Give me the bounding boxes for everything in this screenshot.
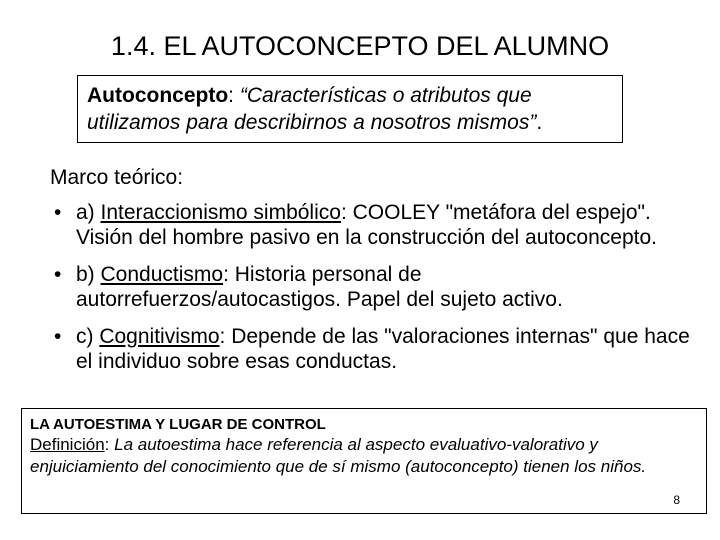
definition-box [77,75,623,143]
bullet-cognitivismo [50,324,690,374]
definicion-text: La autoestima hace referencia al aspecto evaluativo-valorativo y enjuiciamiento del conocimiento que de sí mismo (autoconcepto) tienen los niños. [30,435,647,476]
bullet-icon: • [54,201,62,224]
theory-bullet-list [50,200,690,374]
definition-quote: “Características o atributos que utilizamos para describirnos a nosotros mismos” [87,84,537,134]
bullet-interaccionismo [50,200,690,250]
bullet-prefix: c) [76,325,100,348]
definicion-label: Definición [30,435,105,454]
bullet-term: Conductismo [100,263,224,286]
definition-colon: : [228,84,240,107]
bullet-term: Interaccionismo simbólico [100,201,341,224]
autoestima-definition [30,434,698,478]
page-number: 8 [673,493,680,507]
bullet-icon: • [54,263,62,286]
bullet-icon: • [54,325,62,348]
autoestima-box [21,408,707,514]
bullet-term: Cognitivismo [99,325,220,348]
bullet-conductismo [50,262,690,312]
bullet-prefix: b) [76,263,101,286]
bullet-text: : COOLEY "metáfora del espejo". Visión del hombre pasivo en la construcción del autoconcepto. [76,201,657,249]
marco-teorico-heading: Marco teórico: [50,166,184,189]
autoestima-title: LA AUTOESTIMA Y LUGAR DE CONTROL [30,416,326,433]
definition-end: . [536,111,543,134]
bullet-text: : Historia personal de autorrefuerzos/autocastigos. Papel del sujeto activo. [76,263,563,311]
definicion-colon: : [104,435,115,454]
bullet-prefix: a) [76,201,101,224]
bullet-text: : Depende de las "valoraciones internas" que hace el individuo sobre esas conductas. [76,325,690,373]
slide-title: 1.4. EL AUTOCONCEPTO DEL ALUMNO [110,31,610,61]
definition-term: Autoconcepto [87,84,229,107]
